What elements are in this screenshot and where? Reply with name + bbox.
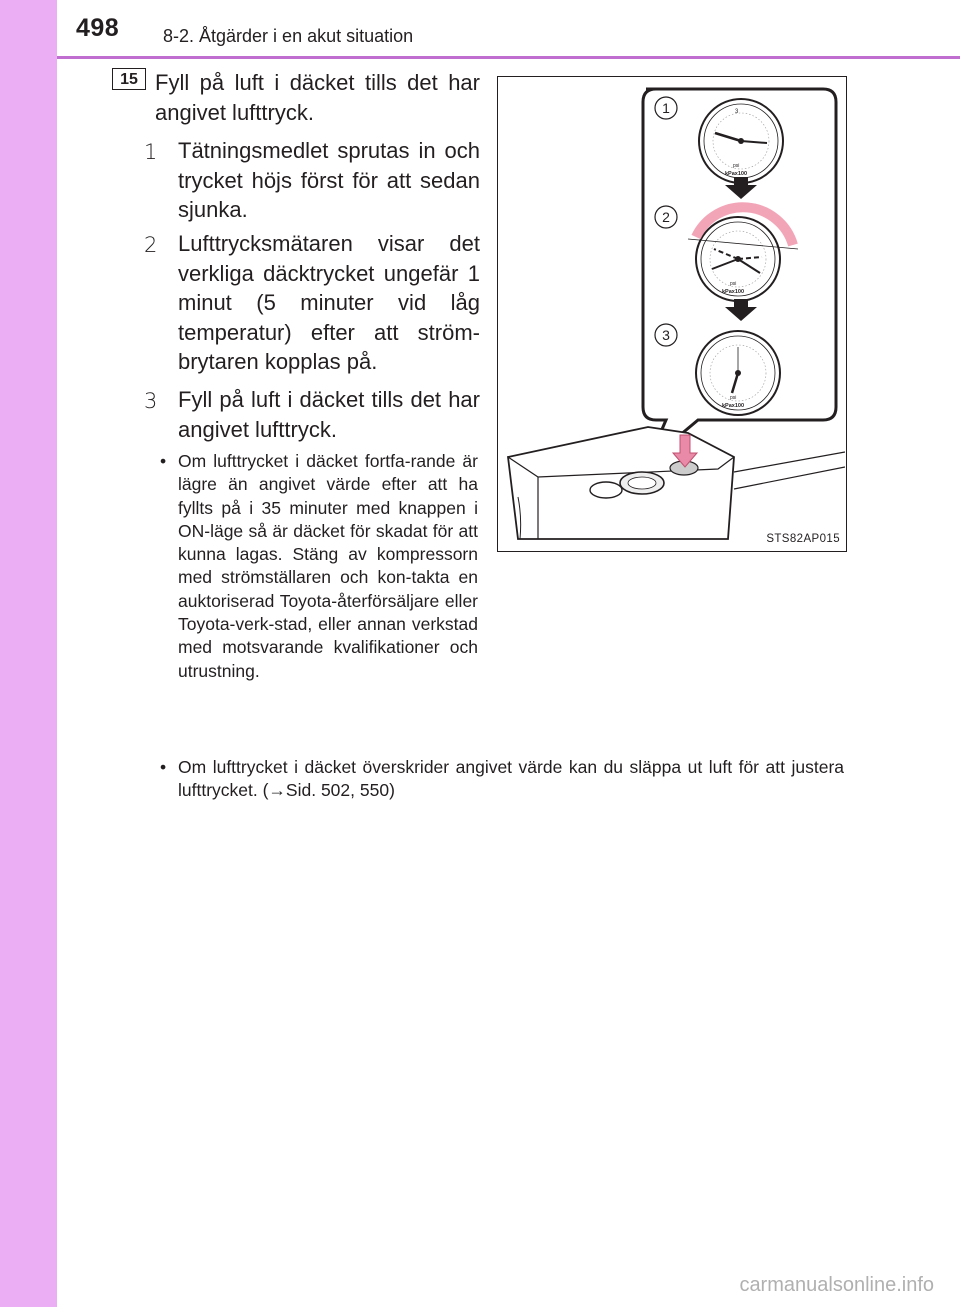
callout-2	[655, 206, 677, 228]
substep-3-text: Fyll på luft i däcket tills det har angivet lufttryck.	[178, 387, 480, 442]
substep-2-number: 2	[144, 233, 158, 257]
header-rule	[57, 56, 960, 59]
gauge-3-psi: psi	[730, 395, 737, 401]
page-number: 498	[76, 14, 120, 42]
bullet-marker: •	[160, 757, 167, 777]
substep-1-text: Tätningsmedlet sprutas in och trycket höjs först för att sedan sjunka.	[178, 138, 480, 222]
substep-1-number: 1	[144, 140, 158, 164]
gauge-2	[696, 217, 780, 301]
step-text: Fyll på luft i däcket tills det har angivet lufttryck.	[155, 70, 480, 125]
figure-code: STS82AP015	[766, 533, 840, 545]
figure-illustration	[498, 77, 845, 550]
side-color-band	[0, 0, 57, 1307]
compressor-unit	[508, 427, 845, 539]
callout-3	[655, 324, 677, 346]
note-2	[160, 756, 844, 803]
substep-2-text: Lufttrycksmätaren visar det verkliga däcktrycket ungefär 1 minut (5 minuter vid låg temperatur) efter att ström-brytaren kopplas på.	[178, 231, 480, 374]
callout-1	[655, 97, 677, 119]
note-2-text: Om lufttrycket i däcket överskrider angivet värde kan du släppa ut luft för att justera lufttrycket. (→Sid. 502, 550)	[178, 757, 844, 801]
gauge-1-psi: psi	[733, 163, 740, 169]
svg-text:3: 3	[662, 327, 670, 343]
gauge-3-kpa: kPax100	[722, 403, 745, 409]
svg-text:1: 1	[662, 100, 670, 116]
svg-text:2: 2	[662, 209, 670, 225]
gauge-2-kpa: kPax100	[722, 289, 745, 295]
gauge-1-scale-3: 3	[735, 109, 739, 115]
note-1	[160, 450, 478, 683]
gauge-1	[699, 99, 783, 183]
cap-knob	[590, 482, 622, 498]
bullet-marker: •	[160, 451, 167, 471]
substep-3-number: 3	[144, 389, 158, 413]
section-title: 8-2. Åtgärder i en akut situation	[163, 26, 414, 46]
gauge-1-kpa: kPax100	[725, 171, 748, 177]
watermark: carmanualsonline.info	[739, 1274, 934, 1296]
note-1-text: Om lufttrycket i däcket fortfa-rande är lägre än angivet värde efter att ha fyllts på i 35 minuter med knappen i ON-läge så är däcket för skadat för att kunna lagas. Stäng av kompressorn med strömställaren och kon-takta en auktoriserad Toyota-återförsäljare eller Toyota-verk-stad, eller annan verkstad med motsvarande kvalifikationer och utrustning.	[178, 451, 478, 681]
compressor-gauge-figure	[497, 76, 847, 552]
step-number-badge: 15	[112, 68, 146, 90]
gauge-2-psi: psi	[730, 281, 737, 287]
gauge-3	[696, 331, 780, 415]
